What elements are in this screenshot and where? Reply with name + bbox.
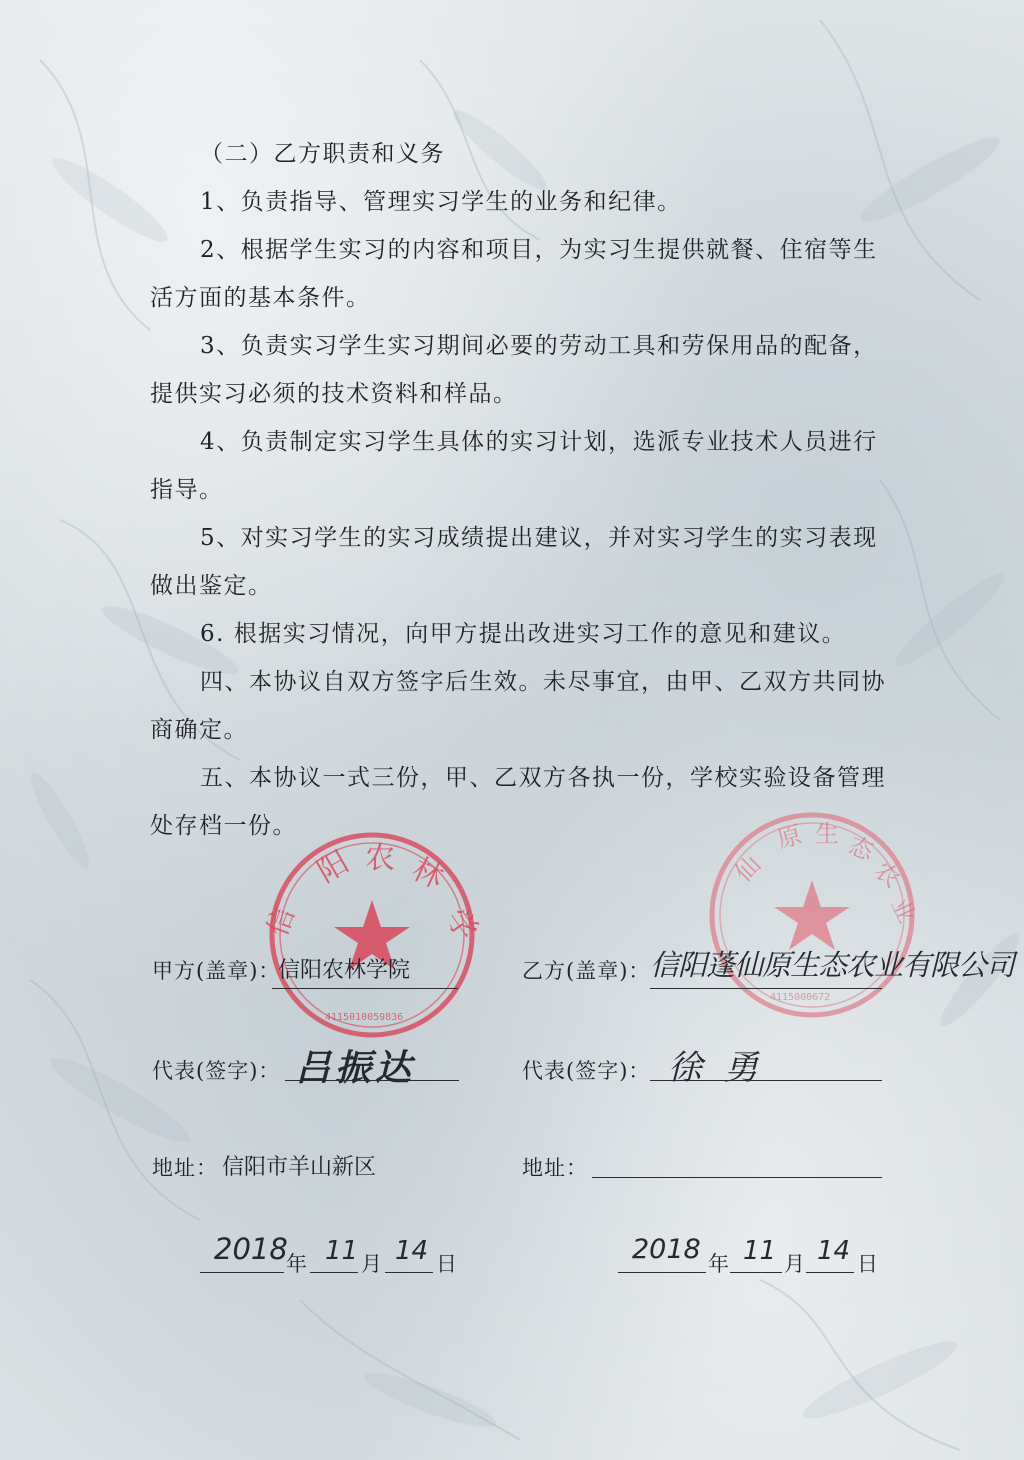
- svg-text:原: 原: [774, 820, 805, 854]
- party-a-seal-label: 甲方(盖章)：: [152, 959, 281, 983]
- party-a-day-unit: 日: [436, 1252, 457, 1276]
- party-a-year-underline: [200, 1272, 284, 1273]
- clause-6: 6. 根据实习情况，向甲方提出改进实习工作的意见和建议。: [200, 621, 847, 647]
- section-heading-party-b-duties: （二）乙方职责和义务: [200, 141, 445, 167]
- party-b-address-label: 地址：: [522, 1156, 588, 1180]
- party-a-date-year: 2018: [214, 1232, 288, 1266]
- clause-2: 2、根据学生实习的内容和项目，为实习生提供就餐、住宿等生活方面的基本条件。: [150, 237, 878, 311]
- party-b-date-month: 11: [743, 1236, 777, 1266]
- party-b-rep-underline: [650, 1080, 882, 1081]
- svg-text:农: 农: [365, 841, 395, 876]
- svg-text:农: 农: [869, 856, 906, 894]
- clause-5: 5、对实习学生的实习成绩提出建议，并对实习学生的实习表现做出鉴定。: [150, 525, 878, 599]
- svg-text:阳: 阳: [311, 844, 355, 890]
- clause-copies: 五、本协议一式三份，甲、乙双方各执一份，学校实验设备管理处存档一份。: [150, 765, 886, 839]
- party-b-year-unit: 年: [708, 1252, 729, 1276]
- party-a-address-label: 地址：: [152, 1156, 218, 1180]
- party-b-address-underline: [592, 1177, 882, 1178]
- party-a-seal-value: 信阳农林学院: [278, 958, 411, 983]
- party-b-red-seal: [705, 808, 920, 1023]
- clause-effective: 四、本协议自双方签字后生效。未尽事宜，由甲、乙双方共同协商确定。: [150, 669, 886, 743]
- agreement-body: [150, 130, 890, 850]
- party-a-date-month: 11: [325, 1236, 359, 1266]
- party-b-rep-label: 代表(签字)：: [522, 1059, 651, 1083]
- svg-text:4115000672: 4115000672: [770, 992, 831, 1003]
- party-a-day-underline: [385, 1272, 433, 1273]
- clause-1: 1、负责指导、管理实习学生的业务和纪律。: [200, 189, 682, 215]
- svg-text:生: 生: [815, 820, 839, 848]
- party-a-rep-underline: [285, 1080, 459, 1081]
- party-a-year-unit: 年: [286, 1252, 307, 1276]
- party-a-address-value: 信阳市羊山新区: [222, 1155, 377, 1180]
- party-b-month-unit: 月: [784, 1252, 805, 1276]
- party-b-month-underline: [730, 1272, 782, 1273]
- party-a-date-day: 14: [395, 1236, 429, 1266]
- svg-text:信: 信: [260, 902, 302, 941]
- party-a-seal-underline: [272, 988, 458, 989]
- clause-3: 3、负责实习学生实习期间必要的劳动工具和劳保用品的配备，提供实习必须的技术资料和样品。: [150, 333, 878, 407]
- party-b-date-year: 2018: [632, 1234, 701, 1265]
- party-b-rep-signature: 徐勇: [668, 1048, 780, 1088]
- party-b-day-unit: 日: [857, 1252, 878, 1276]
- svg-text:学: 学: [438, 902, 485, 948]
- party-b-day-underline: [806, 1272, 854, 1273]
- svg-text:林: 林: [406, 851, 449, 896]
- svg-text:仙: 仙: [729, 850, 767, 888]
- party-a-rep-label: 代表(签字)：: [152, 1059, 281, 1083]
- svg-text:4115010059836: 4115010059836: [325, 1012, 404, 1023]
- svg-text:态: 态: [844, 831, 878, 866]
- party-a-red-seal: [260, 828, 485, 1043]
- party-b-year-underline: [618, 1272, 706, 1273]
- party-a-month-underline: [310, 1272, 358, 1273]
- party-b-seal-value: 信阳蓬仙原生态农业有限公司: [650, 948, 1015, 982]
- party-a-month-unit: 月: [361, 1252, 382, 1276]
- party-b-date-day: 14: [817, 1236, 851, 1266]
- party-a-rep-signature: 吕振达: [295, 1048, 416, 1089]
- clause-4: 4、负责制定实习学生具体的实习计划，选派专业技术人员进行指导。: [150, 429, 878, 503]
- party-b-seal-underline: [650, 988, 882, 989]
- party-b-seal-label: 乙方(盖章)：: [522, 959, 651, 983]
- svg-text:业: 业: [885, 893, 922, 928]
